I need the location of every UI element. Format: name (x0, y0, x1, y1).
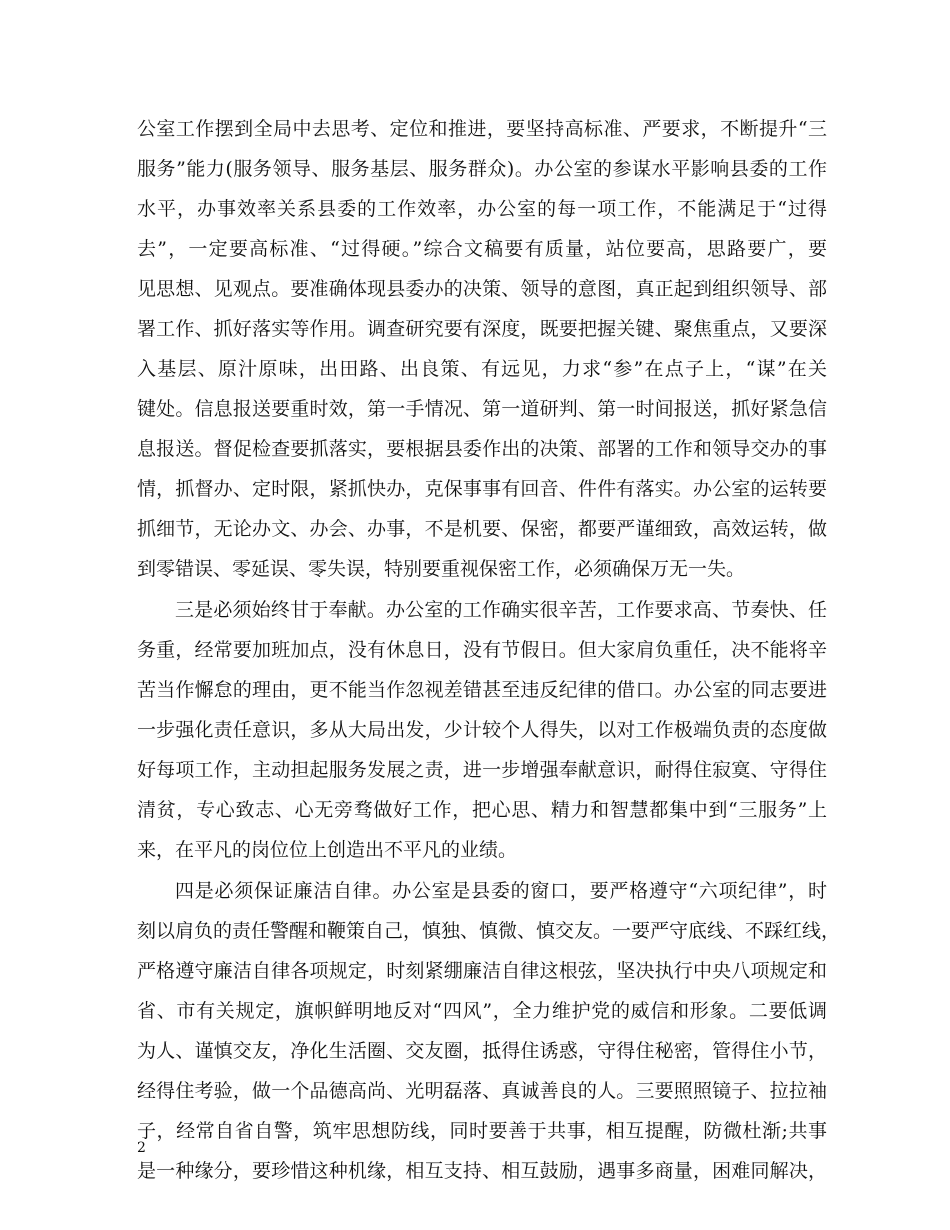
text-line: 署工作、抓好落实等作用。调查研究要有深度，既要把握关键、聚焦重点，又要深 (137, 318, 827, 340)
text-line: 一步强化责任意识，多从大局出发，少计较个人得失，以对工作极端负责的态度做 (137, 719, 827, 741)
text-line: 到零错误、零延误、零失误，特别要重视保密工作，必须确保万无一失。 (137, 558, 746, 580)
text-line: 务重，经常要加班加点，没有休息日，没有节假日。但大家肩负重任，决不能将辛 (137, 639, 827, 661)
text-line: 服务”能力(服务领导、服务基层、服务群众)。办公室的参谋水平影响县委的工作 (137, 158, 827, 180)
text-line: 来，在平凡的岗位位上创造出不平凡的业绩。 (137, 839, 518, 861)
text-line: 水平，办事效率关系县委的工作效率，办公室的每一项工作，不能满足于“过得 (137, 198, 827, 220)
text-line: 情，抓督办、定时限，紧抓快办，克保事事有回音、件件有落实。办公室的运转要 (137, 478, 827, 500)
text-line: 抓细节，无论办文、办会、办事，不是机要、保密，都要严谨细致，高效运转，做 (137, 518, 827, 540)
text-line: 经得住考验，做一个品德高尚、光明磊落、真诚善良的人。三要照照镜子、拉拉袖 (137, 1080, 827, 1102)
text-line: 好每项工作，主动担起服务发展之责，进一步增强奉献意识，耐得住寂寞、守得住 (137, 759, 827, 781)
text-line: 清贫，专心致志、心无旁骛做好工作，把心思、精力和智慧都集中到“三服务”上 (137, 799, 827, 821)
text-line: 去”，一定要高标准、“过得硬。”综合文稿要有质量，站位要高，思路要广，要 (137, 238, 827, 260)
text-line: 公室工作摆到全局中去思考、定位和推进，要坚持高标准、严要求，不断提升“三 (137, 118, 827, 140)
text-line: 息报送。督促检查要抓落实，要根据县委作出的决策、部署的工作和领导交办的事 (137, 438, 827, 460)
page-number: 2 (137, 1140, 146, 1156)
text-line: 键处。信息报送要重时效，第一手情况、第一道研判、第一时间报送，抓好紧急信 (137, 398, 827, 420)
text-line: 刻以肩负的责任警醒和鞭策自己，慎独、慎微、慎交友。一要严守底线、不踩红线， (137, 920, 841, 942)
text-line: 省、市有关规定，旗帜鲜明地反对“四风”，全力维护党的威信和形象。二要低调 (137, 1000, 827, 1022)
text-line: 入基层、原汁原味，出田路、出良策、有远见，力求“参”在点子上，“谋”在关 (137, 358, 827, 380)
text-line: 苦当作懈怠的理由，更不能当作忽视差错甚至违反纪律的借口。办公室的同志要进 (137, 679, 827, 701)
text-line: 子，经常自省自警，筑牢思想防线，同时要善于共事，相互提醒，防微杜渐;共事 (137, 1120, 827, 1142)
paragraph-start-line: 四是必须保证廉洁自律。办公室是县委的窗口，要严格遵守“六项纪律”，时 (175, 880, 827, 902)
text-line: 是一种缘分，要珍惜这种机缘，相互支持、相互鼓励，遇事多商量，困难同解决， (137, 1160, 827, 1182)
text-line: 为人、谨慎交友，净化生活圈、交友圈，抵得住诱惑，守得住秘密，管得住小节， (137, 1040, 827, 1062)
text-line: 见思想、见观点。要准确体现县委办的决策、领导的意图，真正起到组织领导、部 (137, 278, 827, 300)
paragraph-start-line: 三是必须始终甘于奉献。办公室的工作确实很辛苦，工作要求高、节奏快、任 (175, 599, 827, 621)
text-line: 严格遵守廉洁自律各项规定，时刻紧绷廉洁自律这根弦，坚决执行中央八项规定和 (137, 960, 827, 982)
